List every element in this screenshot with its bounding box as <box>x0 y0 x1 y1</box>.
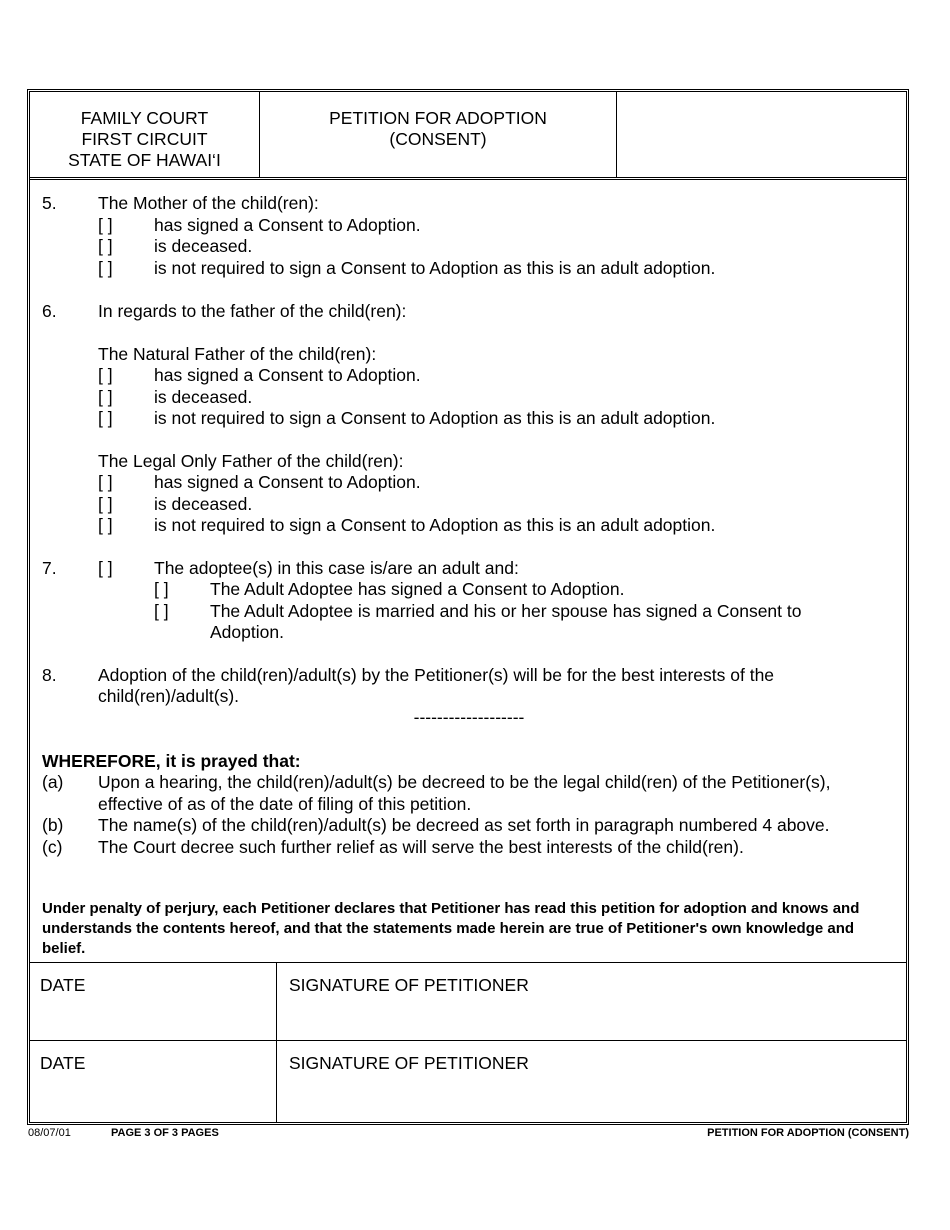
legal-father-heading: The Legal Only Father of the child(ren): <box>98 451 404 471</box>
footer-form-title: PETITION FOR ADOPTION (CONSENT) <box>707 1127 909 1139</box>
item-6-text: In regards to the father of the child(ren): <box>98 301 407 321</box>
checkbox[interactable]: [ ] <box>98 558 113 578</box>
option-text: has signed a Consent to Adoption. <box>154 215 421 235</box>
perjury-declaration: Under penalty of perjury, each Petitioner declares that Petitioner has read this petition for adoption and knows and understands the contents hereof, and that the statements made herein are true of Petitioner's own knowledge and belief. <box>42 900 860 957</box>
checkbox[interactable]: [ ] <box>98 472 113 492</box>
signature-row <box>30 1040 906 1122</box>
checkbox[interactable]: [ ] <box>98 408 113 428</box>
form-body <box>30 92 906 1122</box>
signature-field[interactable] <box>277 1041 906 1122</box>
option-text: Adoption. <box>210 622 284 642</box>
section-separator: ------------------- <box>413 707 525 727</box>
prayer-label: (a) <box>42 772 64 792</box>
title-line: (CONSENT) <box>389 129 487 149</box>
prayer-text: The name(s) of the child(ren)/adult(s) be decreed as set forth in paragraph numbered 4 above. <box>98 815 830 835</box>
court-line: STATE OF HAWAI‘I <box>68 150 221 170</box>
option-text: is deceased. <box>154 387 253 407</box>
option-text: is deceased. <box>154 236 253 256</box>
option-text: is not required to sign a Consent to Adoption as this is an adult adoption. <box>154 258 716 278</box>
checkbox[interactable]: [ ] <box>154 579 169 599</box>
prayer-text: The Court decree such further relief as will serve the best interests of the child(ren). <box>98 837 744 857</box>
checkbox[interactable]: [ ] <box>98 365 113 385</box>
date-field[interactable] <box>30 1041 277 1122</box>
option-text: has signed a Consent to Adoption. <box>154 472 421 492</box>
prayer-label: (b) <box>42 815 64 835</box>
prayer-text: effective of as of the date of filing of this petition. <box>98 794 472 814</box>
item-7-text: The adoptee(s) in this case is/are an adult and: <box>154 558 519 578</box>
title-line: PETITION FOR ADOPTION <box>329 108 547 128</box>
checkbox[interactable]: [ ] <box>98 236 113 256</box>
date-label: DATE <box>40 975 86 995</box>
signature-field[interactable] <box>277 963 906 1040</box>
item-5-text: The Mother of the child(ren): <box>98 193 319 213</box>
item-number: 8. <box>42 665 57 685</box>
page-number: PAGE 3 OF 3 PAGES <box>111 1127 219 1139</box>
item-number: 7. <box>42 558 57 578</box>
option-text: is deceased. <box>154 494 253 514</box>
checkbox[interactable]: [ ] <box>154 601 169 621</box>
checkbox[interactable]: [ ] <box>98 258 113 278</box>
signature-label: SIGNATURE OF PETITIONER <box>289 1053 529 1073</box>
court-line: FIRST CIRCUIT <box>81 129 208 149</box>
checkbox[interactable]: [ ] <box>98 387 113 407</box>
signature-label: SIGNATURE OF PETITIONER <box>289 975 529 995</box>
option-text: is not required to sign a Consent to Adoption as this is an adult adoption. <box>154 515 716 535</box>
item-number: 6. <box>42 301 57 321</box>
option-text: The Adult Adoptee is married and his or her spouse has signed a Consent to <box>210 601 802 621</box>
form-frame <box>27 89 909 1125</box>
checkbox[interactable]: [ ] <box>98 494 113 514</box>
item-number: 5. <box>42 193 57 213</box>
date-field[interactable] <box>30 963 277 1040</box>
option-text: has signed a Consent to Adoption. <box>154 365 421 385</box>
prayer-label: (c) <box>42 837 63 857</box>
item-8-text: child(ren)/adult(s). <box>98 686 240 706</box>
signature-row <box>30 962 906 1040</box>
prayer-text: Upon a hearing, the child(ren)/adult(s) be decreed to be the legal child(ren) of the Petitioner(s), <box>98 772 831 792</box>
checkbox[interactable]: [ ] <box>98 515 113 535</box>
option-text: is not required to sign a Consent to Adoption as this is an adult adoption. <box>154 408 716 428</box>
item-8-text: Adoption of the child(ren)/adult(s) by the Petitioner(s) will be for the best interests of the <box>98 665 775 685</box>
natural-father-heading: The Natural Father of the child(ren): <box>98 344 377 364</box>
option-text: The Adult Adoptee has signed a Consent to Adoption. <box>210 579 625 599</box>
form-date: 08/07/01 <box>28 1127 71 1139</box>
court-line: FAMILY COURT <box>80 108 209 128</box>
checkbox[interactable]: [ ] <box>98 215 113 235</box>
date-label: DATE <box>40 1053 86 1073</box>
wherefore-heading: WHEREFORE, it is prayed that: <box>42 751 301 771</box>
